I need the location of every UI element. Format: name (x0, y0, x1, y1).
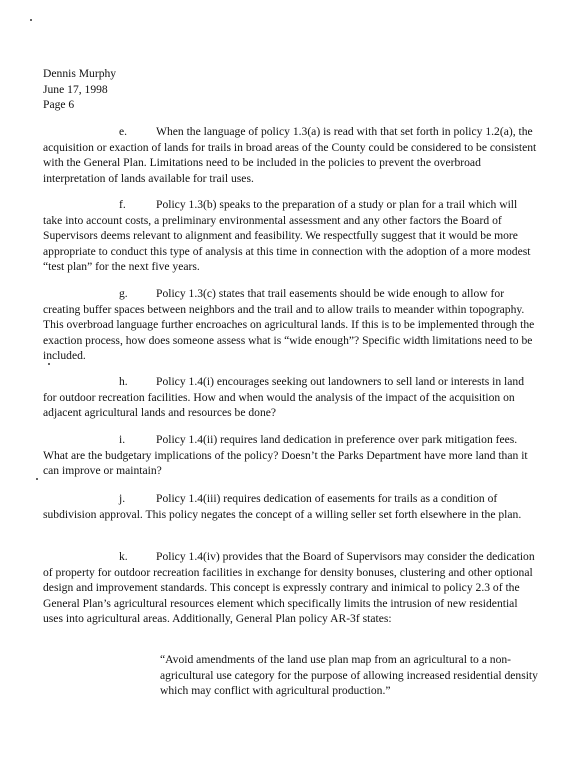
paragraph-j (43, 491, 538, 522)
paragraph-h (43, 374, 538, 421)
item-letter: i. (119, 433, 126, 446)
paragraph-text: When the language of policy 1.3(a) is read with that set forth in policy 1.2(a), the acquisition or exaction of lands for trails in broad areas of the County could be considered to be consistent with the General Plan. Limitations need to be included in the policies to prevent the overbroad interpretation of lands available for trail uses. (43, 125, 537, 185)
paragraph-text: Policy 1.4(i) encourages seeking out landowners to sell land or interests in land for outdoor recreation facilities. How and when would the analysis of the impact of the acquisition on adjacent agricultural lands and resources be done? (43, 375, 525, 419)
paragraph-e (43, 124, 538, 186)
paragraph-f (43, 197, 538, 275)
letter-date: June 17, 1998 (43, 82, 108, 96)
item-letter: j. (119, 492, 126, 505)
paragraph-text: Policy 1.3(c) states that trail easements should be wide enough to allow for creating buffer spaces between neighbors and the trail and to allow trails to meander within topography. This overbroad language further encroaches on agricultural lands. If this is to be implemented through the exaction process, how does someone assess what is “wide enough”? Specific width limitations need to be included. (43, 287, 535, 362)
paragraph-i (43, 432, 538, 479)
letter-header (43, 66, 343, 113)
paragraph-text: Policy 1.3(b) speaks to the preparation of a study or plan for a trail which will take into account costs, a preliminary environmental assessment and any other factors the Board of Supervisors deems relevant to alignment and feasibility. We respectfully suggest that it would be more appropriate to conduct this type of analysis at this time in connection with the adoption of a more modest “test plan” for the next five years. (43, 198, 531, 273)
paragraph-g (43, 286, 538, 364)
paragraph-text: Policy 1.4(iii) requires dedication of easements for trails as a condition of subdivision approval. This policy negates the concept of a willing seller set forth elsewhere in the plan. (43, 492, 522, 521)
scan-speck (36, 478, 38, 480)
block-quote: “Avoid amendments of the land use plan map from an agricultural to a non-agricultural use category for the purpose of allowing increased residential density which may conflict with agricultural production.” (160, 653, 538, 697)
item-letter: h. (119, 375, 128, 388)
paragraph-k (43, 549, 538, 627)
item-letter: e. (119, 125, 128, 138)
item-letter: g. (119, 287, 128, 300)
paragraph-text: Policy 1.4(ii) requires land dedication in preference over park mitigation fees. What are the budgetary implications of the policy? Doesn’t the Parks Department have more land than it can improve or maintain? (43, 433, 528, 477)
scan-speck (30, 19, 32, 21)
page-number: Page 6 (43, 98, 75, 111)
item-letter: k. (119, 550, 128, 563)
recipient-name: Dennis Murphy (43, 67, 117, 80)
paragraph-text: Policy 1.4(iv) provides that the Board of Supervisors may consider the dedication of property for outdoor recreation facilities in exchange for density bonuses, clustering and other optional design and improvement standards. This concept is expressly contrary and inimical to policy 2.3 of the General Plan’s agricultural resources element which specifically limits the intrusion of new residential uses into agricultural areas. Additionally, General Plan policy AR-3f states: (43, 550, 535, 625)
item-letter: f. (119, 198, 126, 211)
